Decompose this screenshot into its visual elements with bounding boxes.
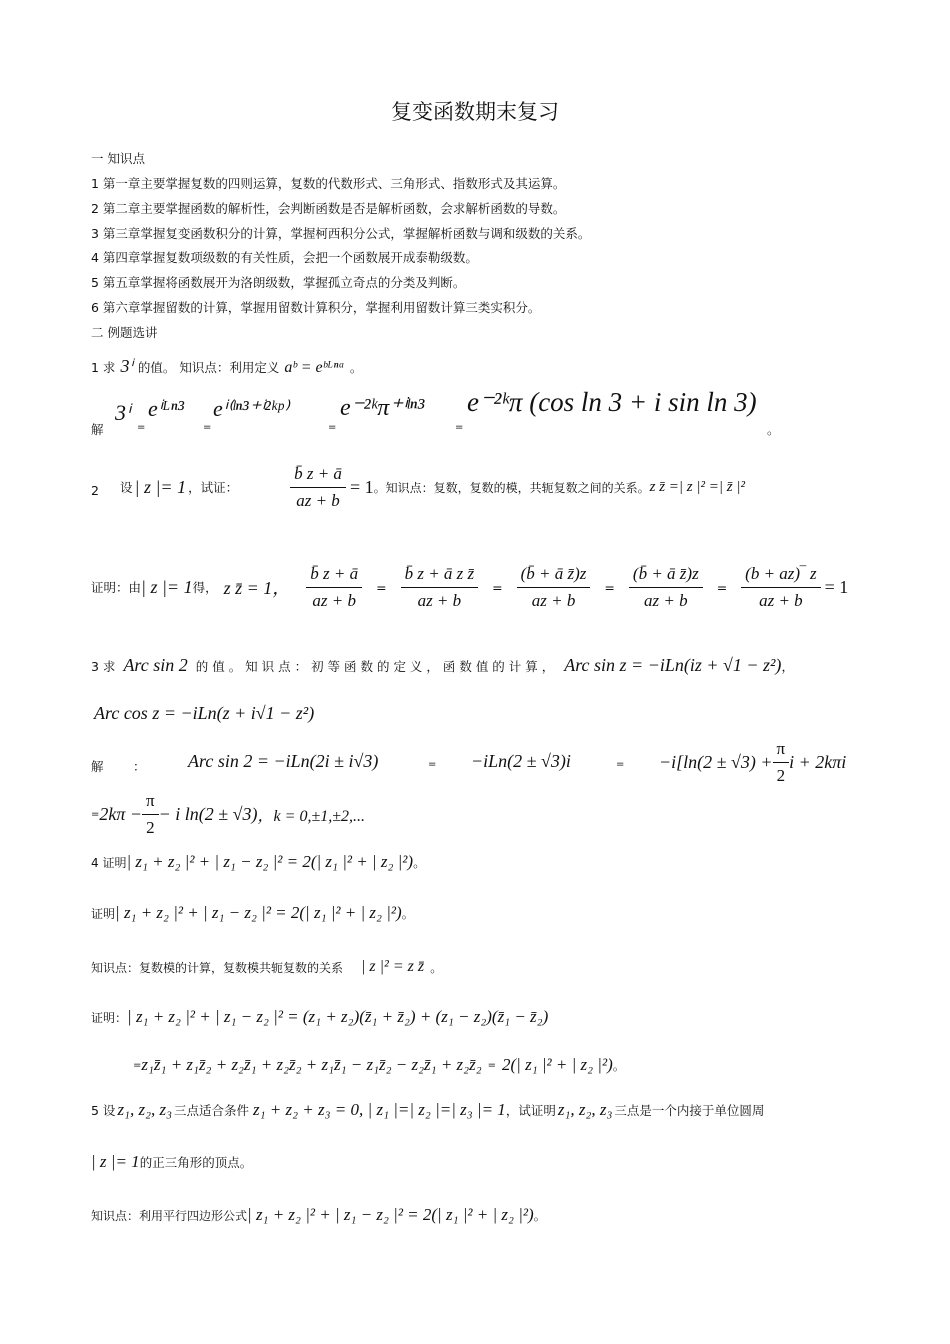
expr-trig-form: e⁻²ᵏπ (cos ln 3 + i sin ln 3) — [467, 387, 757, 417]
page-title: 复变函数期末复习 — [391, 100, 559, 124]
arcsin2-step1: Arc sin 2 = −iLn(2i ± i√3) — [188, 751, 379, 771]
solution-label: 解 — [91, 422, 104, 437]
equals: = — [455, 422, 464, 433]
example-2-question: 设 | z |= 1 ，试证： $\frac{b̄ z + ā}{az + b}$ = 1 。知识点：复数，复数的模，共轭复数之间的关系。 z z̄ =| z |² =| z̄ |² — [120, 463, 745, 510]
expr-exp-form: eⁱ⁽ˡⁿ³⁺ⁱ²ᵏᵖ⁾ — [213, 396, 289, 421]
equals: = — [203, 422, 212, 433]
example-2-proof: 证明：由 | z |= 1 得， z z̄ = 1， $\frac{b̄ z + ā}{az + b}$ = $\frac{\text{b̄ z + ā z z̄}}{az + b}$ = $\frac{\text{(b̄ + ā z̄)z}}{az + b}$ = $\frac{\text{(b̄ + ā z̄)z}}{az + b}$ = $\frac{(b + az)‾ z}{az + b}$ = 1 — [91, 563, 849, 610]
example-3-question: 3 求 Arc sin 2 的 值 。 知 识 点 ： 初 等 函 数 的 定 义 ， 函 数 值 的 计 算 ， Arc sin z = −iLn(iz + √1 − z²) ， — [91, 655, 794, 675]
equals: = — [328, 422, 337, 433]
expr-exp-simplified: e⁻²ᵏπ⁺ⁱˡⁿ³ — [340, 395, 425, 421]
expr-eiln3: eⁱᴸⁿ³ — [148, 396, 185, 421]
example-5-question-cont: | z |= 1 的正三角形的顶点。 — [91, 1152, 253, 1171]
period: 。 — [767, 422, 780, 437]
example-4-proof-line1: 证明： | z₁ + z₂ |² + | z₁ − z₂ |² = (z₁ + z₂)(z̄₁ + z̄₂) + (z₁ − z₂)(z̄₁ − z̄₂) — [91, 1007, 549, 1026]
equals: = — [616, 759, 625, 770]
example-5-knowledge: 知识点：利用平行四边形公式 | z₁ + z₂ |² + | z₁ − z₂ |² = 2(| z₁ |² + | z₂ |²) 。 — [91, 1205, 547, 1224]
example-5-question: 5 设 z₁, z₂, z₃ 三点适合条件 z₁ + z₂ + z₃ = 0, | z₁ |=| z₂ |=| z₃ |= 1 ，试证明 z₁, z₂, z₃ 三点是一个内接于单位圆周 — [91, 1100, 765, 1119]
section-heading-examples: 二 例题选讲 — [91, 325, 158, 340]
colon: ： — [133, 759, 146, 774]
knowledge-item: 6 第六章掌握留数的计算，掌握用留数计算积分，掌握利用留数计算三类实积分。 — [91, 300, 541, 315]
example-4-question: 4 证明 | z₁ + z₂ |² + | z₁ − z₂ |² = 2(| z₁ |² + | z₂ |²) 。 — [91, 852, 426, 871]
arccos-definition: Arc cos z = −iLn(z + i√1 − z²) — [94, 703, 315, 723]
knowledge-item: 5 第五章掌握将函数展开为洛朗级数，掌握孤立奇点的分类及判断。 — [91, 275, 466, 290]
section-heading-knowledge: 一 知识点 — [91, 151, 145, 166]
equals: = — [137, 422, 146, 433]
knowledge-item: 3 第三章掌握复变函数积分的计算，掌握柯西积分公式，掌握解析函数与调和级数的关系。 — [91, 226, 591, 241]
expr-3i: 3ⁱ — [115, 400, 130, 425]
arcsin2-step3: −i[ln(2 ± √3) + $\frac{\pi}{2}$ i + 2kπi — [659, 738, 847, 785]
knowledge-item: 1 第一章主要掌握复数的四则运算，复数的代数形式、三角形式、指数形式及其运算。 — [91, 176, 566, 191]
example-2-number: 2 — [91, 483, 99, 498]
example-4-proof-statement: 证明 | z₁ + z₂ |² + | z₁ − z₂ |² = 2(| z₁ |² + | z₂ |²) 。 — [91, 903, 415, 922]
example-4-proof-line2: = z₁z̄₁ + z₁z̄₂ + z₂z̄₁ + z₂z̄₂ + z₁z̄₁ − z₁z̄₂ − z₂z̄₁ + z₂z̄₂ = 2(| z₁ |² + | z₂ |²) 。 — [133, 1055, 626, 1074]
knowledge-item: 2 第二章主要掌握函数的解析性，会判断函数是否是解析函数，会求解析函数的导数。 — [91, 201, 566, 216]
arcsin2-step2: −iLn(2 ± √3)i — [471, 751, 571, 771]
knowledge-item: 4 第四章掌握复数项级数的有关性质，会把一个函数展开成泰勒级数。 — [91, 250, 478, 265]
arcsin2-result: = 2kπ − $\frac{\pi}{2}$ − i ln(2 ± √3) ，k = 0,±1,±2,... — [91, 790, 366, 837]
solution-label: 解 — [91, 759, 104, 774]
equals: = — [428, 759, 437, 770]
example-4-knowledge: 知识点：复数模的计算，复数模共轭复数的关系 | z |² = z z̄ 。 — [91, 958, 443, 975]
example-1-question: 1 求 3ⁱ 的值。 知识点：利用定义 aᵇ = eᵇᴸⁿᵃ 。 — [91, 356, 363, 376]
